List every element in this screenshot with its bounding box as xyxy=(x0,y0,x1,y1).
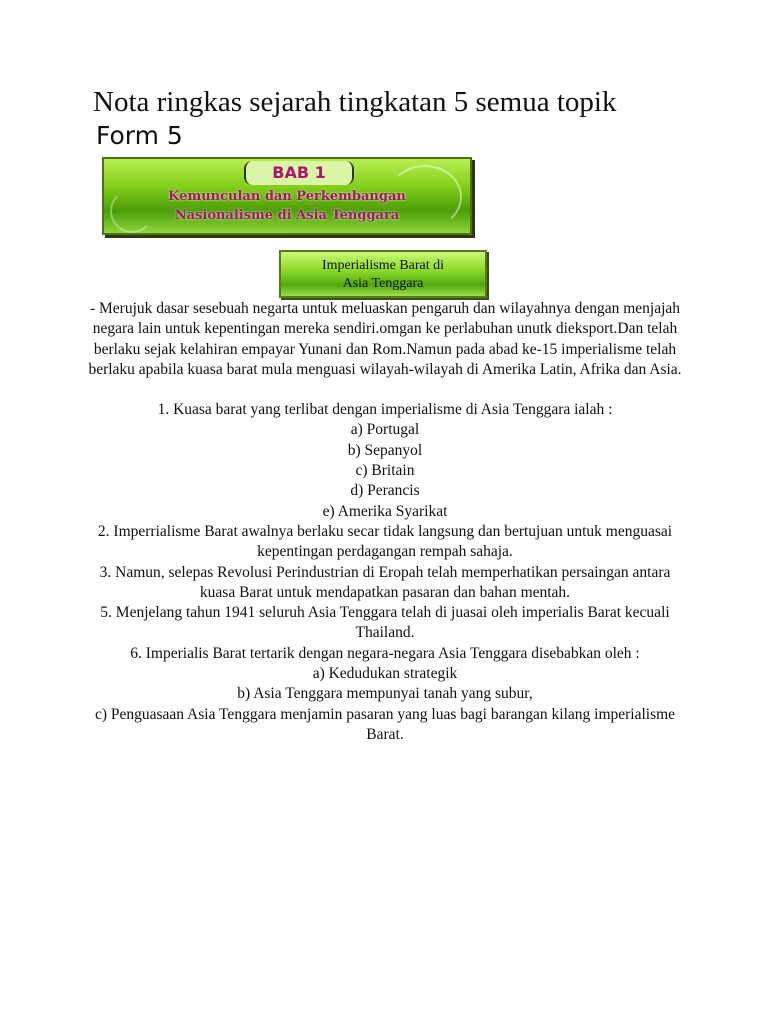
point-5: 5. Menjelang tahun 1941 seluruh Asia Tenggara telah di juasai oleh imperialis Barat kecuali Thailand. xyxy=(100,604,670,642)
chapter-label: BAB 1 xyxy=(244,161,354,185)
point-3: 3. Namun, selepas Revolusi Perindustrian di Eropah telah memperhatikan persaingan antara kuasa Barat untuk mendapatkan pasaran dan bahan mentah. xyxy=(99,563,671,601)
intro-paragraph: - Merujuk dasar sesebuah negarta untuk meluaskan pengaruh dan wilayahnya dengan menjajah negara lain untuk kepentingan mereka sendiri.omgan ke perlabuhan unutk dieksport.Dan telah berlaku sejak kelahiran empayar Yunani dan Rom.Namun pada abad ke-15 imperialisme telah berlaku apabila kuasa barat mula menguasi wilayah-wilayah di Amerika Latin, Afrika dan Asia. xyxy=(88,300,682,378)
topic-title-line-1: Imperialisme Barat di xyxy=(321,258,445,273)
document-body xyxy=(86,299,684,745)
point-2: 2. Imperrialisme Barat awalnya berlaku secar tidak langsung dan bertujuan untuk menguasai kepentingan perdagangan rempah sahaja. xyxy=(97,522,673,561)
chapter-title-line-1: Kemunculan dan Perkembangan xyxy=(168,189,406,204)
page-title: Nota ringkas sejarah tingkatan 5 semua topik xyxy=(93,86,617,118)
point-6: 6. Imperialis Barat tertarik dengan negara-negara Asia Tenggara disebabkan oleh : xyxy=(130,644,640,662)
chapter-title-line-2: Nasionalisme di Asia Tenggara xyxy=(174,208,400,223)
chapter-banner xyxy=(102,157,472,235)
topic-title-line-2: Asia Tenggara xyxy=(342,276,424,291)
topic-banner xyxy=(279,250,487,298)
list-item: d) Perancis xyxy=(350,482,420,500)
list-item: a) Kedudukan strategik xyxy=(312,665,458,683)
page-subtitle: Form 5 xyxy=(96,121,183,150)
list-item: a) Portugal xyxy=(350,421,420,439)
list-item: c) Britain xyxy=(355,462,415,480)
list-item: c) Penguasaan Asia Tenggara menjamin pasaran yang luas bagi barangan kilang imperialisme Barat. xyxy=(94,705,676,743)
point-1: 1. Kuasa barat yang terlibat dengan imperialisme di Asia Tenggara ialah : xyxy=(157,401,613,419)
list-item: b) Sepanyol xyxy=(347,441,423,459)
list-item: b) Asia Tenggara mempunyai tanah yang subur, xyxy=(237,685,533,703)
list-item: e) Amerika Syarikat xyxy=(322,502,448,520)
